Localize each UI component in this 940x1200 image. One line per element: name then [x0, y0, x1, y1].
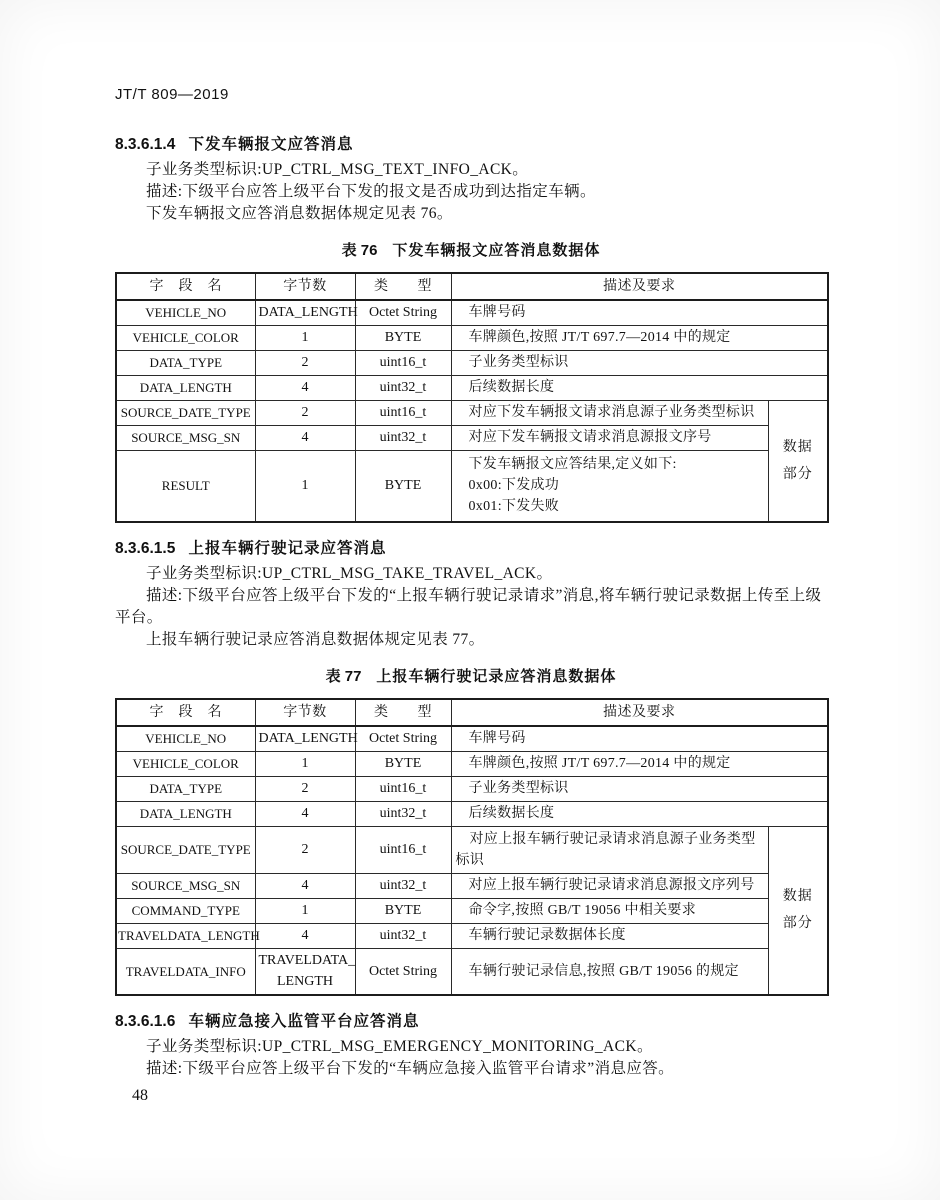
- cell-field: DATA_TYPE: [116, 350, 255, 375]
- column-header-type: 类 型: [355, 699, 451, 726]
- section-title: 下发车辆报文应答消息: [188, 136, 354, 153]
- cell-bytes: DATA_LENGTH: [255, 300, 355, 325]
- cell-type: uint32_t: [355, 425, 451, 450]
- cell-description: 车辆行驶记录信息,按照 GB/T 19056 的规定: [451, 948, 768, 995]
- paragraph-subtype-id: 子业务类型标识:UP_CTRL_MSG_TAKE_TRAVEL_ACK。: [146, 565, 553, 582]
- cell-type: uint32_t: [355, 375, 451, 400]
- table-row: [116, 300, 828, 325]
- cell-type: Octet String: [355, 300, 451, 325]
- paragraph-description: 描述:下级平台应答上级平台下发的“上报车辆行驶记录请求”消息,将车辆行驶记录数据上传至上级平台。: [115, 587, 822, 626]
- cell-bytes: 4: [255, 801, 355, 826]
- cell-field: DATA_TYPE: [116, 776, 255, 801]
- cell-field: SOURCE_MSG_SN: [116, 425, 255, 450]
- cell-type: BYTE: [355, 450, 451, 522]
- column-header-description: 描述及要求: [451, 699, 828, 726]
- running-header-doc-number: JT/T 809—2019: [115, 86, 229, 103]
- cell-field: VEHICLE_NO: [116, 726, 255, 751]
- cell-description: 车牌号码: [451, 300, 828, 325]
- section-heading-8-3-6-1-5: [115, 538, 827, 560]
- table-row: [116, 425, 828, 450]
- cell-type: BYTE: [355, 751, 451, 776]
- table-row: [116, 726, 828, 751]
- section-heading-8-3-6-1-6: [115, 1011, 827, 1033]
- table-row: [116, 350, 828, 375]
- cell-description: 车牌号码: [451, 726, 828, 751]
- table-76: [115, 272, 829, 523]
- section-body-8-3-6-1-5: [115, 563, 827, 651]
- column-header-field-name: 字 段 名: [116, 699, 255, 726]
- cell-type: uint16_t: [355, 350, 451, 375]
- paragraph-table-reference: 下发车辆报文应答消息数据体规定见表 76。: [146, 205, 453, 222]
- paragraph-table-reference: 上报车辆行驶记录应答消息数据体规定见表 77。: [146, 631, 485, 648]
- cell-description: 子业务类型标识: [451, 350, 828, 375]
- table-row: [116, 923, 828, 948]
- cell-description: 车牌颜色,按照 JT/T 697.7—2014 中的规定: [451, 751, 828, 776]
- paragraph-subtype-id: 子业务类型标识:UP_CTRL_MSG_EMERGENCY_MONITORING_ACK。: [146, 1038, 653, 1055]
- table-row: [116, 450, 828, 522]
- column-header-byte-count: 字节数: [255, 273, 355, 300]
- cell-bytes: TRAVELDATA_ LENGTH: [255, 948, 355, 995]
- cell-field: SOURCE_DATE_TYPE: [116, 400, 255, 425]
- column-header-field-name: 字 段 名: [116, 273, 255, 300]
- table-row: [116, 375, 828, 400]
- table-caption-title: 下发车辆报文应答消息数据体: [392, 242, 601, 259]
- cell-type: uint32_t: [355, 923, 451, 948]
- cell-bytes: 1: [255, 751, 355, 776]
- paragraph-description: 描述:下级平台应答上级平台下发的“车辆应急接入监管平台请求”消息应答。: [146, 1060, 675, 1077]
- cell-bytes: 2: [255, 350, 355, 375]
- cell-field: TRAVELDATA_LENGTH: [116, 923, 255, 948]
- table-row: [116, 751, 828, 776]
- section-body-8-3-6-1-4: [115, 159, 827, 225]
- cell-bytes: 2: [255, 826, 355, 873]
- table-header-row: [116, 699, 828, 726]
- table-76-caption: [115, 241, 827, 261]
- cell-bytes: 4: [255, 873, 355, 898]
- cell-field: VEHICLE_COLOR: [116, 325, 255, 350]
- cell-bytes: 1: [255, 450, 355, 522]
- cell-data-part-group: 数据 部分: [768, 826, 828, 995]
- table-row: [116, 826, 828, 873]
- cell-type: Octet String: [355, 948, 451, 995]
- cell-field: SOURCE_MSG_SN: [116, 873, 255, 898]
- cell-type: Octet String: [355, 726, 451, 751]
- section-number: 8.3.6.1.4: [115, 136, 176, 153]
- cell-description: 子业务类型标识: [451, 776, 828, 801]
- cell-type: uint16_t: [355, 826, 451, 873]
- table-row: [116, 400, 828, 425]
- table-row: [116, 776, 828, 801]
- cell-bytes: DATA_LENGTH: [255, 726, 355, 751]
- column-header-type: 类 型: [355, 273, 451, 300]
- table-row: [116, 801, 828, 826]
- cell-field: RESULT: [116, 450, 255, 522]
- section-number: 8.3.6.1.6: [115, 1013, 176, 1030]
- table-row: [116, 325, 828, 350]
- cell-description: 命令字,按照 GB/T 19056 中相关要求: [451, 898, 768, 923]
- cell-description: 对应上报车辆行驶记录请求消息源子业务类型标识: [451, 826, 768, 873]
- section-title: 车辆应急接入监管平台应答消息: [188, 1013, 420, 1030]
- page-number: 48: [132, 1087, 148, 1104]
- cell-bytes: 2: [255, 776, 355, 801]
- cell-field: DATA_LENGTH: [116, 375, 255, 400]
- cell-field: COMMAND_TYPE: [116, 898, 255, 923]
- cell-description: 下发车辆报文应答结果,定义如下: 0x00:下发成功 0x01:下发失败: [451, 450, 768, 522]
- cell-field: VEHICLE_NO: [116, 300, 255, 325]
- column-header-description: 描述及要求: [451, 273, 828, 300]
- cell-bytes: 1: [255, 325, 355, 350]
- table-caption-title: 上报车辆行驶记录应答消息数据体: [376, 668, 617, 685]
- cell-type: uint16_t: [355, 400, 451, 425]
- cell-type: uint32_t: [355, 873, 451, 898]
- cell-bytes: 4: [255, 425, 355, 450]
- cell-bytes: 4: [255, 375, 355, 400]
- table-row: [116, 948, 828, 995]
- cell-type: BYTE: [355, 898, 451, 923]
- table-77: [115, 698, 829, 996]
- cell-description: 车牌颜色,按照 JT/T 697.7—2014 中的规定: [451, 325, 828, 350]
- paragraph-description: 描述:下级平台应答上级平台下发的报文是否成功到达指定车辆。: [146, 183, 596, 200]
- cell-bytes: 1: [255, 898, 355, 923]
- section-number: 8.3.6.1.5: [115, 540, 176, 557]
- table-header-row: [116, 273, 828, 300]
- cell-description: 后续数据长度: [451, 375, 828, 400]
- section-heading-8-3-6-1-4: [115, 134, 827, 156]
- cell-type: uint32_t: [355, 801, 451, 826]
- cell-field: SOURCE_DATE_TYPE: [116, 826, 255, 873]
- cell-description: 对应上报车辆行驶记录请求消息源报文序列号: [451, 873, 768, 898]
- table-caption-label: 表 76: [341, 242, 378, 259]
- cell-type: BYTE: [355, 325, 451, 350]
- cell-field: TRAVELDATA_INFO: [116, 948, 255, 995]
- cell-data-part-group: 数据 部分: [768, 400, 828, 522]
- section-body-8-3-6-1-6: [115, 1036, 827, 1080]
- section-title: 上报车辆行驶记录应答消息: [188, 540, 387, 557]
- cell-bytes: 4: [255, 923, 355, 948]
- cell-description: 后续数据长度: [451, 801, 828, 826]
- table-77-caption: [115, 667, 827, 687]
- cell-type: uint16_t: [355, 776, 451, 801]
- paragraph-subtype-id: 子业务类型标识:UP_CTRL_MSG_TEXT_INFO_ACK。: [146, 161, 529, 178]
- cell-description: 对应下发车辆报文请求消息源子业务类型标识: [451, 400, 768, 425]
- cell-field: DATA_LENGTH: [116, 801, 255, 826]
- page-content: [115, 86, 827, 1105]
- table-row: [116, 898, 828, 923]
- column-header-byte-count: 字节数: [255, 699, 355, 726]
- cell-field: VEHICLE_COLOR: [116, 751, 255, 776]
- cell-description: 车辆行驶记录数据体长度: [451, 923, 768, 948]
- cell-bytes: 2: [255, 400, 355, 425]
- table-row: [116, 873, 828, 898]
- cell-description: 对应下发车辆报文请求消息源报文序号: [451, 425, 768, 450]
- table-caption-label: 表 77: [325, 668, 362, 685]
